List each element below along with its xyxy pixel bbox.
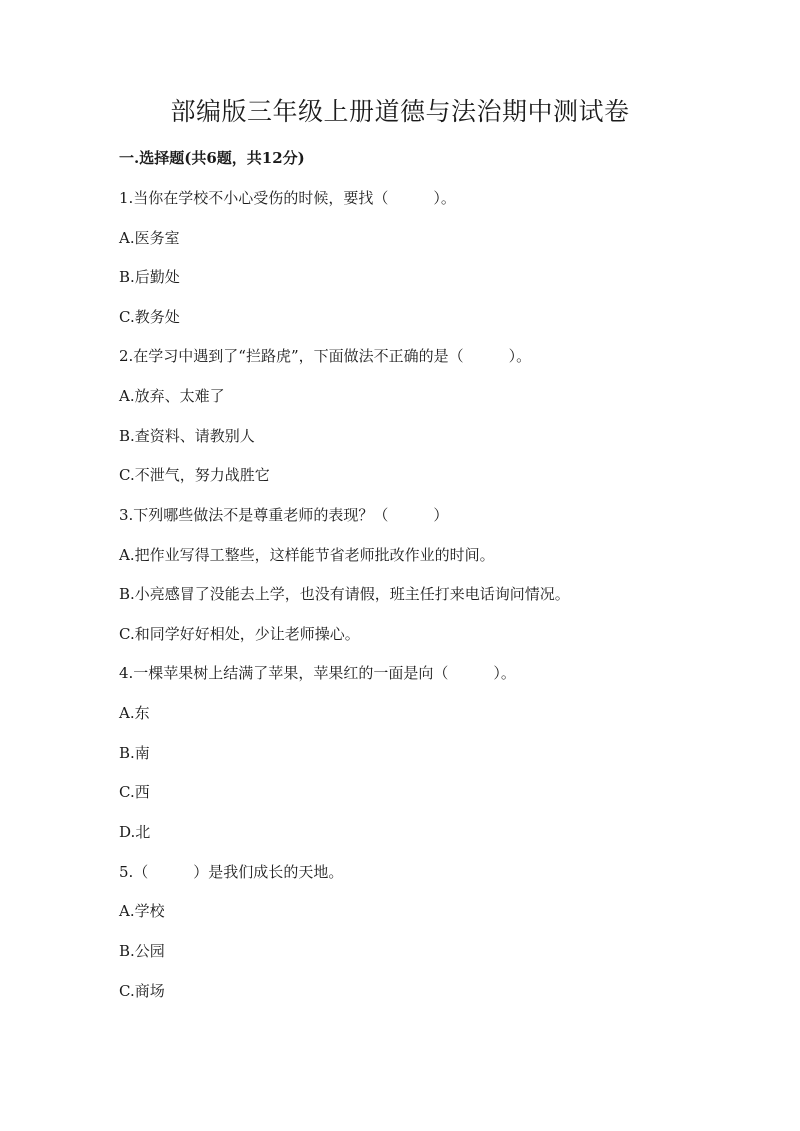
question-5-option-c: C.商场 <box>119 982 165 1000</box>
question-1-option-c: C.教务处 <box>119 308 180 326</box>
question-4-option-b: B.南 <box>119 744 150 762</box>
question-3-option-c: C.和同学好好相处，少让老师操心。 <box>119 625 360 643</box>
question-2-option-b: B.查资料、请教别人 <box>119 427 255 445</box>
section-heading: 一.选择题(共6题，共12分) <box>119 149 305 167</box>
question-2-option-a: A.放弃、太难了 <box>119 387 225 405</box>
question-4-option-c: C.西 <box>119 783 150 801</box>
question-4-option-a: A.东 <box>119 704 150 722</box>
question-3-option-b: B.小亮感冒了没能去上学，也没有请假，班主任打来电话询问情况。 <box>119 585 570 603</box>
question-5-option-b: B.公园 <box>119 942 165 960</box>
question-3-stem: 3.下列哪些做法不是尊重老师的表现？（ ） <box>119 506 449 524</box>
question-4-stem: 4.一棵苹果树上结满了苹果，苹果红的一面是向（ ）。 <box>119 664 516 682</box>
question-1-option-a: A.医务室 <box>119 229 180 247</box>
question-1-option-b: B.后勤处 <box>119 268 180 286</box>
page-title: 部编版三年级上册道德与法治期中测试卷 <box>170 97 630 126</box>
question-1-stem: 1.当你在学校不小心受伤的时候，要找（ ）。 <box>119 189 456 207</box>
question-5-option-a: A.学校 <box>119 902 165 920</box>
question-5-stem: 5.（ ）是我们成长的天地。 <box>119 863 344 881</box>
question-4-option-d: D.北 <box>119 823 151 841</box>
question-2-option-c: C.不泄气，努力战胜它 <box>119 466 270 484</box>
question-3-option-a: A.把作业写得工整些，这样能节省老师批改作业的时间。 <box>119 546 495 564</box>
question-2-stem: 2.在学习中遇到了“拦路虎”，下面做法不正确的是（ ）。 <box>119 347 532 365</box>
